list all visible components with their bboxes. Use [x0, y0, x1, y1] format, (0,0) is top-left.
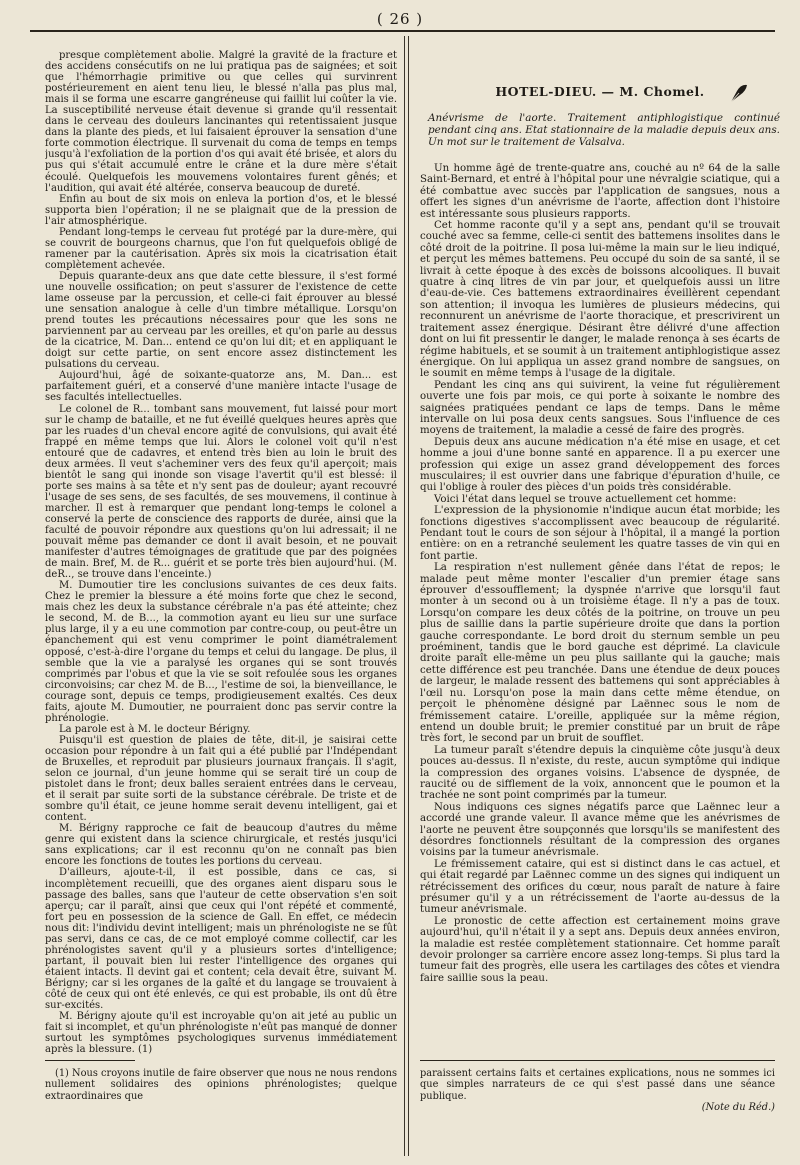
paragraph: D'ailleurs, ajoute-t-il, il est possible, dans ce cas, si incomplètement recueilli, que des organes aient disparu sous le passage des balles, sans que l'auteur de cette observation s'en soit aperçu; car il paraît, ainsi que ceux qui l'ont répété et commenté, fort peu en possession de la science de Gall. En effet, ce médecin nous dit: l'individu devint intelligent; mais un phrénologiste ne se fût pas servi, dans ce cas, de ce mot employé comme collectif, car les phrénologistes savent qu'il y a plusieurs sortes d'intelligence; partant, il pouvait bien lui rester l'intelligence des organes qui étaient intacts. Il devint gai et content; cela devait être, suivant M. Bérigny; car si les organes de la gaîté et du langage se trouvaient à côté de ceux qui ont été enlevés, ce qui est probable, ils ont dû être sur-excités.: [45, 867, 397, 1012]
paragraph: Puisqu'il est question de plaies de tête, dit-il, je saisirai cette occasion pour répondre à un fait qui a été publié par l'Indépendant de Bruxelles, et reproduit par plusieurs journaux français. Il s'agit, selon ce journal, d'un jeune homme qui se serait tiré un coup de pistolet dans le front; deux balles seraient entrées dans le cerveau, et il serait par suite sorti de la substance cérébrale. De triste et de sombre qu'il était, ce jeune homme serait devenu intelligent, gai et content.: [45, 734, 397, 824]
paragraph: Nous indiquons ces signes négatifs parce que Laënnec leur a accordé une grande valeur. Il avance même que les anévrismes de l'aorte ne peuvent être soupçonnés que lorsqu'ils se manifestent des désordres fonctionnels résultant de la compression des organes voisins par la tumeur anévrismale.: [420, 801, 780, 859]
paragraph: Enfin au bout de six mois on enleva la portion d'os, et le blessé supporta bien l'opération; il ne se plaignait que de la pression de l'air atmosphérique.: [45, 193, 397, 227]
page-number: ( 26 ): [376, 10, 424, 28]
paragraph: presque complètement abolie. Malgré la gravité de la fracture et des accidens consécutifs on ne lui pratiqua pas de saignées; et soit que l'hémorrhagie primitive ou que celles qui survinrent postérieurement en aient tenu lieu, le blessé n'alla pas plus mal, mais il se forma une escarre gangréneuse qui faillit lui coûter la vie. La susceptibilité nerveuse était devenue si grande qu'il ressentait dans le cerveau des douleurs lancinantes qui retentissaient jusque dans la plante des pieds, et lui faisaient éprouver la sensation d'une forte commotion électrique. Il survenait du coma de temps en temps jusqu'à l'exfoliation de la portion d'os qui avait été brisée, et alors du pus qui s'était accumulé entre le crâne et la dure mère s'était écoulé. Quelquefois les mouvemens volontaires furent gênés; et l'audition, qui avait été altérée, conserva beaucoup de dureté.: [45, 50, 397, 194]
paragraph: M. Bérigny ajoute qu'il est incroyable qu'on ait jeté au public un fait si incomplet, et qu'un phrénologiste n'eût pas manqué de donner surtout les symptômes psychologiques survenus immédiatement après la blessure. (1): [45, 1011, 397, 1055]
paragraph: Le colonel de R... tombant sans mouvement, fut laissé pour mort sur le champ de bataille, et ne fut éveillé quelques heures après que par les ruades d'un cheval encore agité de convulsions, qui avait été frappé en même temps que lui. Alors le colonel voit qu'il n'est entouré que de cadavres, et entend très bien au loin le bruit des deux armées. Il veut s'acheminer vers des feux qu'il aperçoit; mais bientôt le sang qui inonde son visage l'avertit qu'il est blessé: il porte ses mains à sa tête et n'y sent pas de douleur; ayant recouvré l'usage de ses sens, de ses facultés, de ses mouvemens, il continue à marcher. Il est à remarquer que pendant long-temps le colonel a conservé la perte de conscience des rapports de durée, ainsi que la faculté de pouvoir répondre aux questions qu'on lui adressait; il ne pouvait même pas demander ce dont il avait besoin, et ne pouvait manifester d'autres témoignages de gratitude que par des poignées de main. Bref, M. de R... guérit et se porte très bien aujourd'hui. (M. deR.., se trouve dans l'enceinte.): [45, 403, 397, 581]
article-title: HOTEL-DIEU. — M. Chomel.: [495, 84, 705, 99]
top-rule: [30, 30, 775, 32]
paragraph: Le frémissement cataire, qui est si distinct dans le cas actuel, et qui était regardé par Laënnec comme un des signes qui indiquent un rétrécissement des orifices du cœur, nous paraît de nature à faire présumer qu'il y a un rétrécissement de l'aorte au-dessus de la tumeur anévrismale.: [420, 858, 780, 916]
paragraph: Pendant long-temps le cerveau fut protégé par la dure-mère, qui se couvrit de bourgeons charnus, que l'on fut quelquefois obligé de ramener par la cautérisation. Après six mois la cicatrisation était complètement achevée.: [45, 226, 397, 271]
paragraph: Voici l'état dans lequel se trouve actuellement cet homme:: [434, 493, 737, 505]
paragraph: M. Bérigny rapproche ce fait de beaucoup d'autres du même genre qui existent dans la science chirurgicale, et restés jusqu'ici sans explications; car il est reconnu qu'on ne connaît pas bien encore les fonctions de toutes les portions du cerveau.: [45, 823, 397, 868]
quill-icon: [728, 82, 750, 104]
footnote-rule: [420, 1060, 775, 1061]
paragraph: Depuis deux ans aucune médication n'a été mise en usage, et cet homme a joui d'une bonne santé en apparence. Il a pu exercer une profession qui exige un assez grand développement des forces musculaires; il est ouvrier dans une fabrique d'épuration d'huile, ce qui l'oblige à rouler des pièces d'un poids très considérable.: [420, 436, 780, 494]
footnote-text: (1) Nous croyons inutile de faire observer que nous ne nous rendons nullement solidaires des opinions phrénologistes; quelque extraordinaires que: [45, 1068, 397, 1102]
footnote-left: [45, 1068, 397, 1102]
footnote-rule: [45, 1060, 135, 1061]
paragraph: Cet homme raconte qu'il y a sept ans, pendant qu'il se trouvait couché avec sa femme, celle-ci sentit des battemens insolites dans le côté droit de la poitrine. Il posa lui-même la main sur le lieu indiqué, et perçut les mêmes battemens. Peu occupé du soin de sa santé, il se livrait à cette époque à des excès de boissons alcooliques. Il buvait quatre à cinq litres de vin par jour, et quelquefois aussi un litre d'eau-de-vie. Ces battemens extraordinaires éveillèrent cependant son attention; il invoqua les lumières de plusieurs médecins, qui reconnurent un anévrisme de l'aorte thoracique, et prescrivirent un traitement assez énergique. Désirant être délivré d'une affection dont on lui fit pressentir le danger, le malade renonça à ses écarts de régime habituels, et se soumit à un traitement antiphlogistique assez énergique. On lui appliqua un assez grand nombre de sangsues, on le soumit en même temps à l'usage de la digitale.: [420, 220, 780, 380]
column-divider: [408, 36, 409, 1156]
article-subtitle: Anévrisme de l'aorte. Traitement antiphlogistique continué pendant cinq ans. Etat stationnaire de la maladie depuis deux ans. Un mot sur le traitement de Valsalva.: [428, 112, 780, 148]
column-divider: [404, 36, 405, 1156]
paragraph: Aujourd'hui, âgé de soixante-quatorze ans, M. Dan... est parfaitement guéri, et a conservé d'une manière intacte l'usage de ses facultés intellectuelles.: [45, 370, 397, 404]
paragraph: La parole est à M. le docteur Bérigny.: [59, 723, 251, 735]
paragraph: L'expression de la physionomie n'indique aucun état morbide; les fonctions digestives s'accomplissent avec beaucoup de régularité. Pendant tout le cours de son séjour à l'hôpital, il a mangé la portion entière: on en a retranché seulement les quatre tasses de vin qui en font partie.: [420, 505, 780, 562]
paragraph: Pendant les cinq ans qui suivirent, la veine fut régulièrement ouverte une fois par mois, ce qui porte à soixante le nombre des saignées pratiquées pendant ce laps de temps. Dans le même intervalle on lui posa deux cents sangsues. Sous l'influence de ces moyens de traitement, la maladie a cessé de faire des progrès.: [420, 379, 780, 437]
paragraph: La respiration n'est nullement gênée dans l'état de repos; le malade peut même monter l'escalier d'un premier étage sans éprouver d'essoufflement; la dyspnée n'arrive que lorsqu'il faut monter à un second ou à un troisième étage. Il n'y a pas de toux. Lorsqu'on compare les deux côtés de la poitrine, on trouve un peu plus de saillie dans la partie supérieure droite que dans la portion gauche correspondante. Le bord droit du sternum semble un peu proéminent, tandis que le bord gauche est déprimé. La clavicule droite paraît elle-même un peu plus saillante qui la gauche; mais cette différence est peu tranchée. Dans une étendue de deux pouces de largeur, le malade ressent des battemens qui sont appréciables à l'œil nu. Lorsqu'on pose la main dans cette même étendue, on perçoit le phénomène désigné par Laënnec sous le nom de frémissement cataire. L'oreille, appliquée sur la même région, entend un double bruit; le premier constitué par un bruit de râpe très fort, le second par un bruit de soufflet.: [420, 562, 780, 745]
article-header: [420, 82, 780, 106]
paragraph: M. Dumoutier tire les conclusions suivantes de ces deux faits. Chez le premier la blessure a été moins forte que chez le second, mais chez les deux la substance cérébrale n'a pas été atteinte; chez le second, M. de B..., la commotion ayant eu lieu sur une surface plus large, il y a eu une commotion par contre-coup, ou peut-être un épanchement qui est venu comprimer le point diamétralement opposé, c'est-à-dire l'organe du temps et celui du langage. De plus, il semble que la vie a paralysé les organes qui se sont trouvés comprimés par l'obus et que la vie se soit refoulée sous les organes circonvoisins; car chez M. de B..., l'estime de soi, la bienveillance, le courage sont, depuis ce temps, prodigieusement exaltés. Ces deux faits, ajoute M. Dumoutier, ne pourraient donc pas servir contre la phrénologie.: [45, 580, 397, 724]
paragraph: Depuis quarante-deux ans que date cette blessure, il s'est formé une nouvelle ossification; on peut s'assurer de l'existence de cette lame osseuse par la percussion, et celle-ci fait éprouver au blessé une sensation analogue à celle d'un timbre métallique. Lorsqu'on prend toutes les précautions nécessaires pour que les sons ne parviennent par au cerveau par les oreilles, et qu'on parle au dessus de la cicatrice, M. Dan... entend ce qu'on lui dit; et en appliquant le doigt sur cette partie, on sent encore assez distinctement les pulsations du cerveau.: [45, 270, 397, 371]
paragraph: Le pronostic de cette affection est certainement moins grave aujourd'hui, qu'il n'était il y a sept ans. Depuis deux années environ, la maladie est restée complètement stationnaire. Cet homme paraît devoir prolonger sa carrière encore assez long-temps. Si plus tard la tumeur fait des progrès, elle usera les cartilages des côtes et viendra faire saillie sous la peau.: [420, 915, 780, 984]
editor-note: (Note du Réd.): [701, 1102, 775, 1114]
paragraph: Un homme âgé de trente-quatre ans, couché au nº 64 de la salle Saint-Bernard, et entré à l'hôpital pour une névralgie sciatique, qui a été combattue avec succès par l'application de sangsues, nous a offert les signes d'un anévrisme de l'aorte, affection dont l'histoire est intéressante sous plusieurs rapports.: [420, 163, 780, 220]
left-column: [45, 50, 397, 1055]
paragraph: La tumeur paraît s'étendre depuis la cinquième côte jusqu'à deux pouces au-dessus. Il n'existe, du reste, aucun symptôme qui indique la compression des organes voisins. L'absence de dyspnée, de raucité ou de sifflement de la voix, annoncent que le poumon et la trachée ne sont point comprimés par la tumeur.: [420, 744, 780, 802]
footnote-right: [420, 1068, 775, 1114]
footnote-text: paraissent certains faits et certaines explications, nous ne sommes ici que simples narrateurs de ce qui s'est passé dans une séance publique.: [420, 1068, 775, 1102]
right-column: [420, 163, 780, 1053]
